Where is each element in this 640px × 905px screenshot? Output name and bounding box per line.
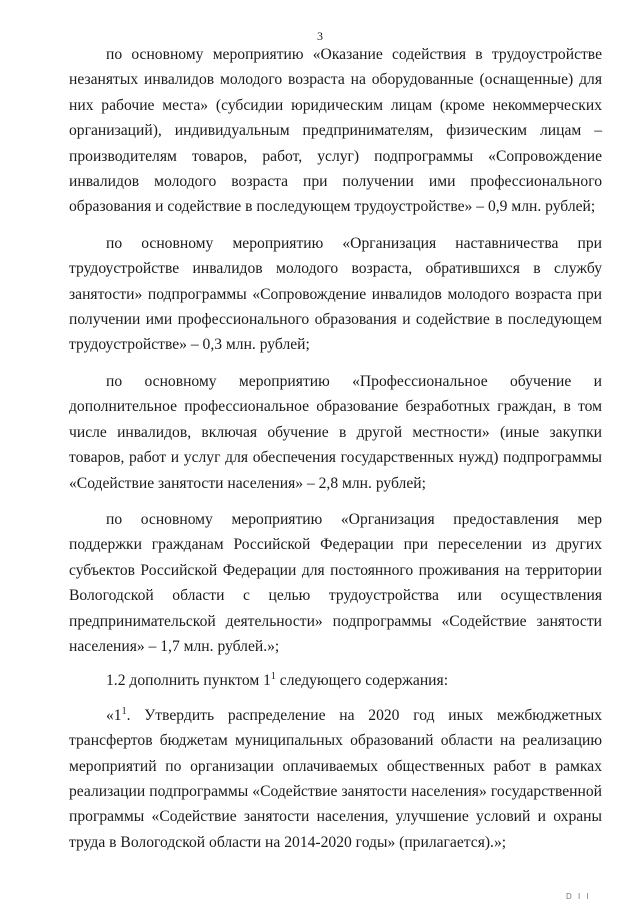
- corner-mark: D I I: [566, 892, 591, 901]
- page-number: 3: [317, 29, 323, 43]
- document-body: [69, 42, 602, 855]
- paragraph-professional-training: по основному мероприятию «Профессиональное обучение и дополнительное профессиональное образование безработных граждан, в том числе инвалидов, включая обучение в другой местности» (иные закупки товаров, работ и услуг для обеспечения государственных нужд) подпрограммы «Содействие занятости населения» – 2,8 млн. рублей;: [69, 372, 602, 492]
- paragraph-clause-1-1: «$1^1$. Утвердить распределение на 2020 год иных межбюджетных трансфертов бюджетам муниципальных образований области на реализацию мероприятий по организации оплачиваемых общественных работ в рамках реализации подпрограммы «Содействие занятости населения» государственной программы «Содействие занятости населения, улучшение условий и охраны труда в Вологодской области на 2014-2020 годы» (прилагается).»;: [69, 705, 602, 851]
- paragraph-resettlement-support: по основному мероприятию «Организация предоставления мер поддержки гражданам Российской Федерации при переселении из других субъектов Российской Федерации для постоянного проживания на территории Вологодской области с целью трудоустройства или осуществления предпринимательской деятельности» подпрограммы «Содействие занятости населения» – 1,7 млн. рублей.»;: [69, 510, 602, 655]
- paragraph-mentoring: по основному мероприятию «Организация наставничества при трудоустройстве инвалидов молодого возраста, обратившихся в службу занятости» подпрограммы «Сопровождение инвалидов молодого возраста при получении ими профессионального образования и содействие в последующем трудоустройстве» – 0,3 млн. рублей;: [69, 234, 602, 354]
- paragraph-employment-young-disabled: по основному мероприятию «Оказание содействия в трудоустройстве незанятых инвалидов молодого возраста на оборудованные (оснащенные) для них рабочие места» (субсидии юридическим лицам (кроме некоммерческих организаций), индивидуальным предпринимателям, физическим лицам – производителям товаров, работ, услуг) подпрограммы «Сопровождение инвалидов молодого возраста при получении ими профессионального образования и содействие в последующем трудоустройстве» – 0,9 млн. рублей;: [69, 46, 602, 216]
- paragraph-amendment-1-2: 1.2 дополнить пунктом $1^1$ следующего содержания:: [106, 671, 449, 690]
